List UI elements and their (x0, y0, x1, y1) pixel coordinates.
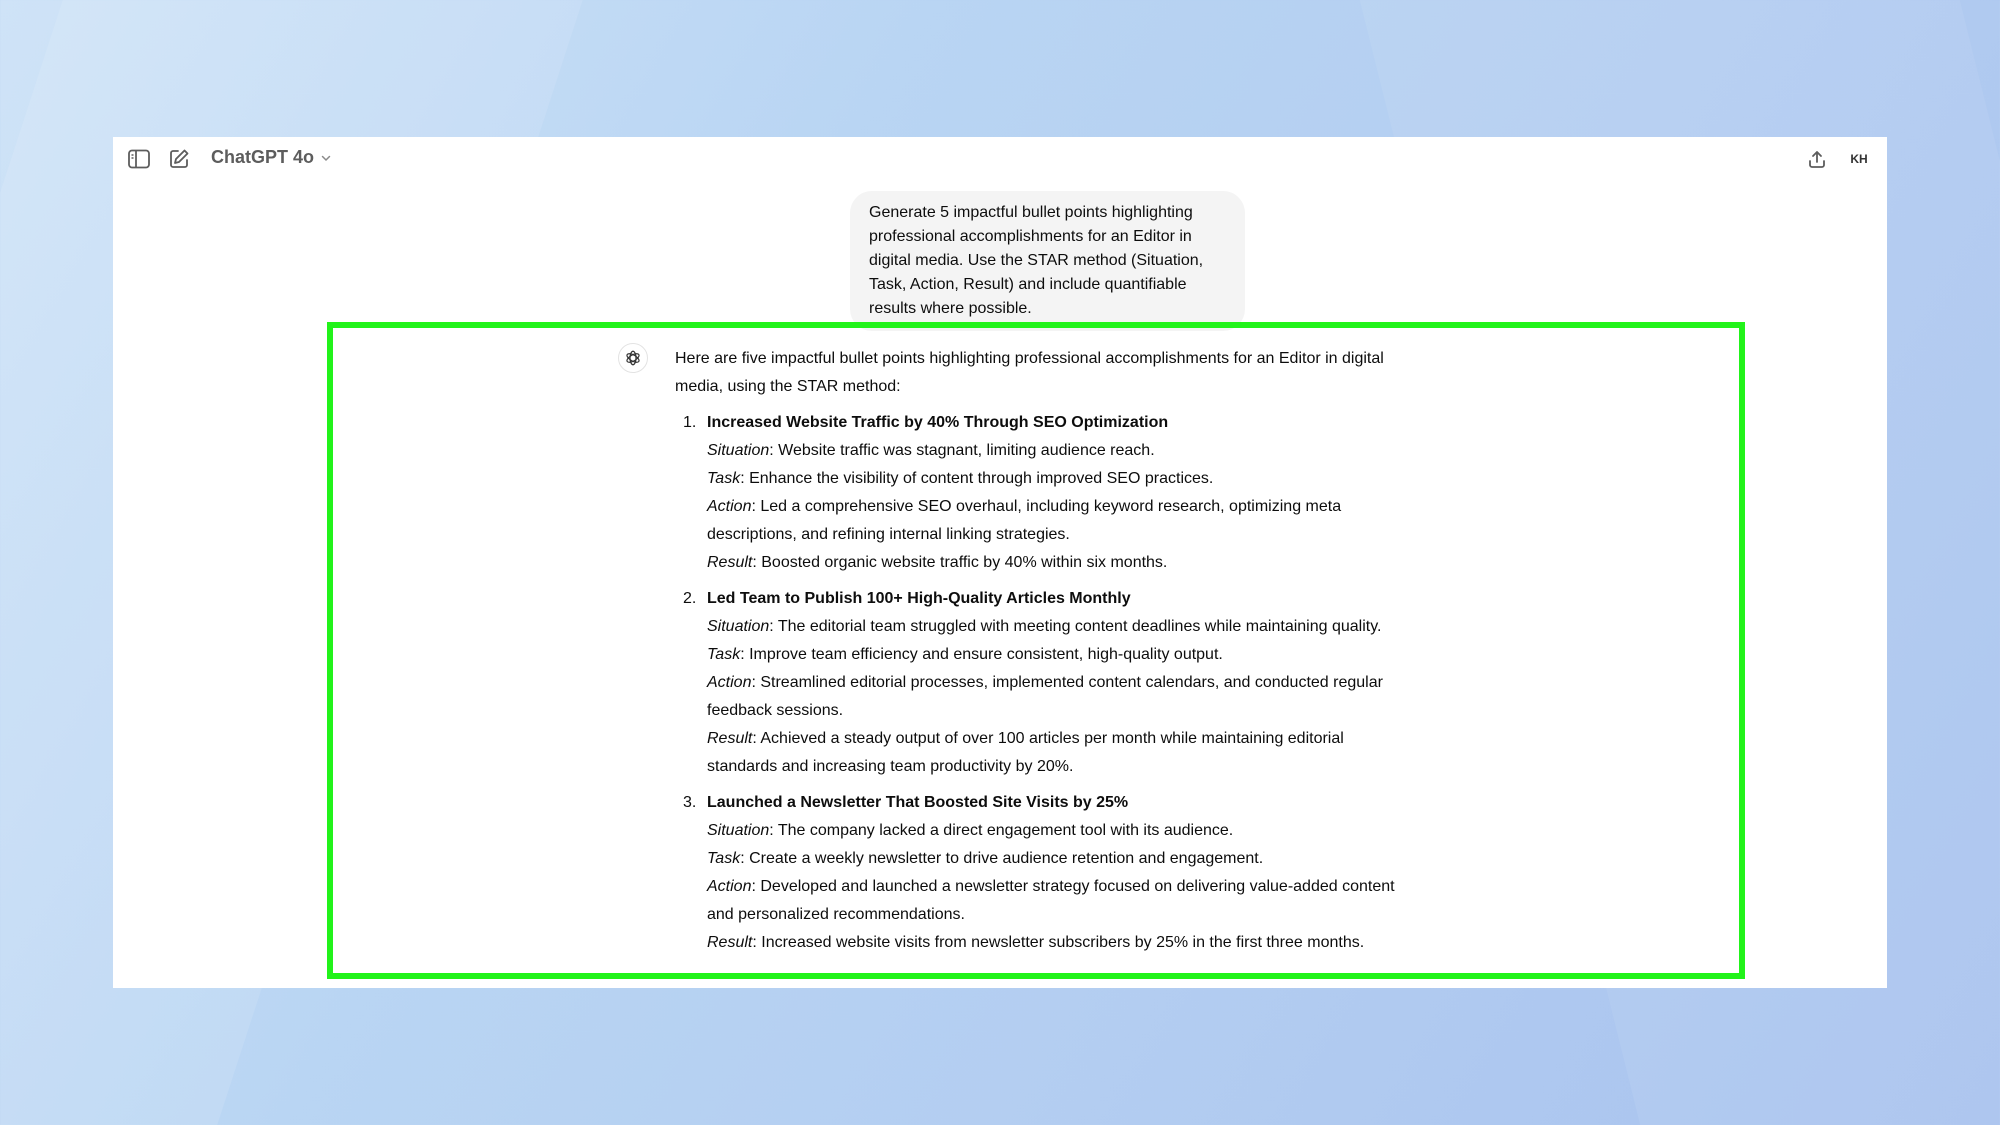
task-text: : Improve team efficiency and ensure consistent, high-quality output. (740, 646, 1223, 663)
task-label: Task (707, 646, 741, 663)
action-line (707, 669, 1395, 725)
action-label: Action (707, 498, 752, 515)
situation-line (707, 817, 1395, 845)
response-intro: Here are five impactful bullet points highlighting professional accomplishments for an Editor in digital media, using the STAR method: (675, 350, 1384, 395)
task-line (707, 845, 1395, 873)
task-text: : Enhance the visibility of content through improved SEO practices. (740, 470, 1214, 487)
situation-label: Situation (707, 618, 770, 635)
task-text: : Create a weekly newsletter to drive audience retention and engagement. (740, 850, 1264, 867)
result-line (707, 725, 1395, 781)
action-label: Action (707, 878, 752, 895)
new-chat-icon[interactable] (167, 147, 191, 171)
action-text: : Developed and launched a newsletter strategy focused on delivering value-added content and personalized recommendations. (707, 878, 1395, 923)
list-item-number: 1. (683, 414, 697, 431)
situation-label: Situation (707, 822, 770, 839)
result-text: : Boosted organic website traffic by 40% within six months. (752, 554, 1168, 571)
list-item (675, 409, 1395, 577)
chat-window (113, 137, 1887, 988)
result-label: Result (707, 554, 753, 571)
task-label: Task (707, 470, 741, 487)
action-line (707, 873, 1395, 929)
sidebar-toggle-icon[interactable] (127, 147, 151, 171)
situation-label: Situation (707, 442, 770, 459)
chevron-down-icon (320, 152, 332, 164)
list-item (675, 789, 1395, 957)
list-item (675, 585, 1395, 781)
list-item-title: Launched a Newsletter That Boosted Site Visits by 25% (707, 794, 1129, 811)
action-text: : Streamlined editorial processes, implemented content calendars, and conducted regular feedback sessions. (707, 674, 1383, 719)
situation-line (707, 437, 1395, 465)
task-line (707, 641, 1395, 669)
action-line (707, 493, 1395, 549)
list-item-number: 3. (683, 794, 697, 811)
action-text: : Led a comprehensive SEO overhaul, including keyword research, optimizing meta descriptions, and refining internal linking strategies. (707, 498, 1342, 543)
situation-text: : Website traffic was stagnant, limiting audience reach. (769, 442, 1155, 459)
top-bar (113, 137, 1887, 181)
model-name-label: ChatGPT 4o (211, 147, 315, 167)
result-text: : Achieved a steady output of over 100 articles per month while maintaining editorial standards and increasing team productivity by 20%. (707, 730, 1344, 775)
situation-text: : The company lacked a direct engagement tool with its audience. (769, 822, 1234, 839)
result-label: Result (707, 730, 753, 747)
result-line (707, 929, 1395, 957)
list-item-number: 2. (683, 590, 697, 607)
assistant-response (675, 345, 1395, 965)
model-selector[interactable] (211, 147, 332, 168)
result-label: Result (707, 934, 753, 951)
task-line (707, 465, 1395, 493)
user-message-bubble: Generate 5 impactful bullet points highlighting professional accomplishments for an Editor in digital media. Use the STAR method (Situation, Task, Action, Result) and include quantifiable results where possible. (850, 191, 1245, 331)
result-line (707, 549, 1395, 577)
avatar[interactable]: KH (1850, 152, 1868, 166)
situation-text: : The editorial team struggled with meeting content deadlines while maintaining quality. (769, 618, 1382, 635)
result-text: : Increased website visits from newsletter subscribers by 25% in the first three months. (752, 934, 1365, 951)
accomplishment-list (675, 409, 1395, 957)
action-label: Action (707, 674, 752, 691)
task-label: Task (707, 850, 741, 867)
openai-logo-icon (618, 343, 648, 373)
share-icon[interactable] (1805, 147, 1829, 171)
situation-line (707, 613, 1395, 641)
list-item-title: Increased Website Traffic by 40% Through SEO Optimization (707, 414, 1169, 431)
list-item-title: Led Team to Publish 100+ High-Quality Articles Monthly (707, 590, 1131, 607)
